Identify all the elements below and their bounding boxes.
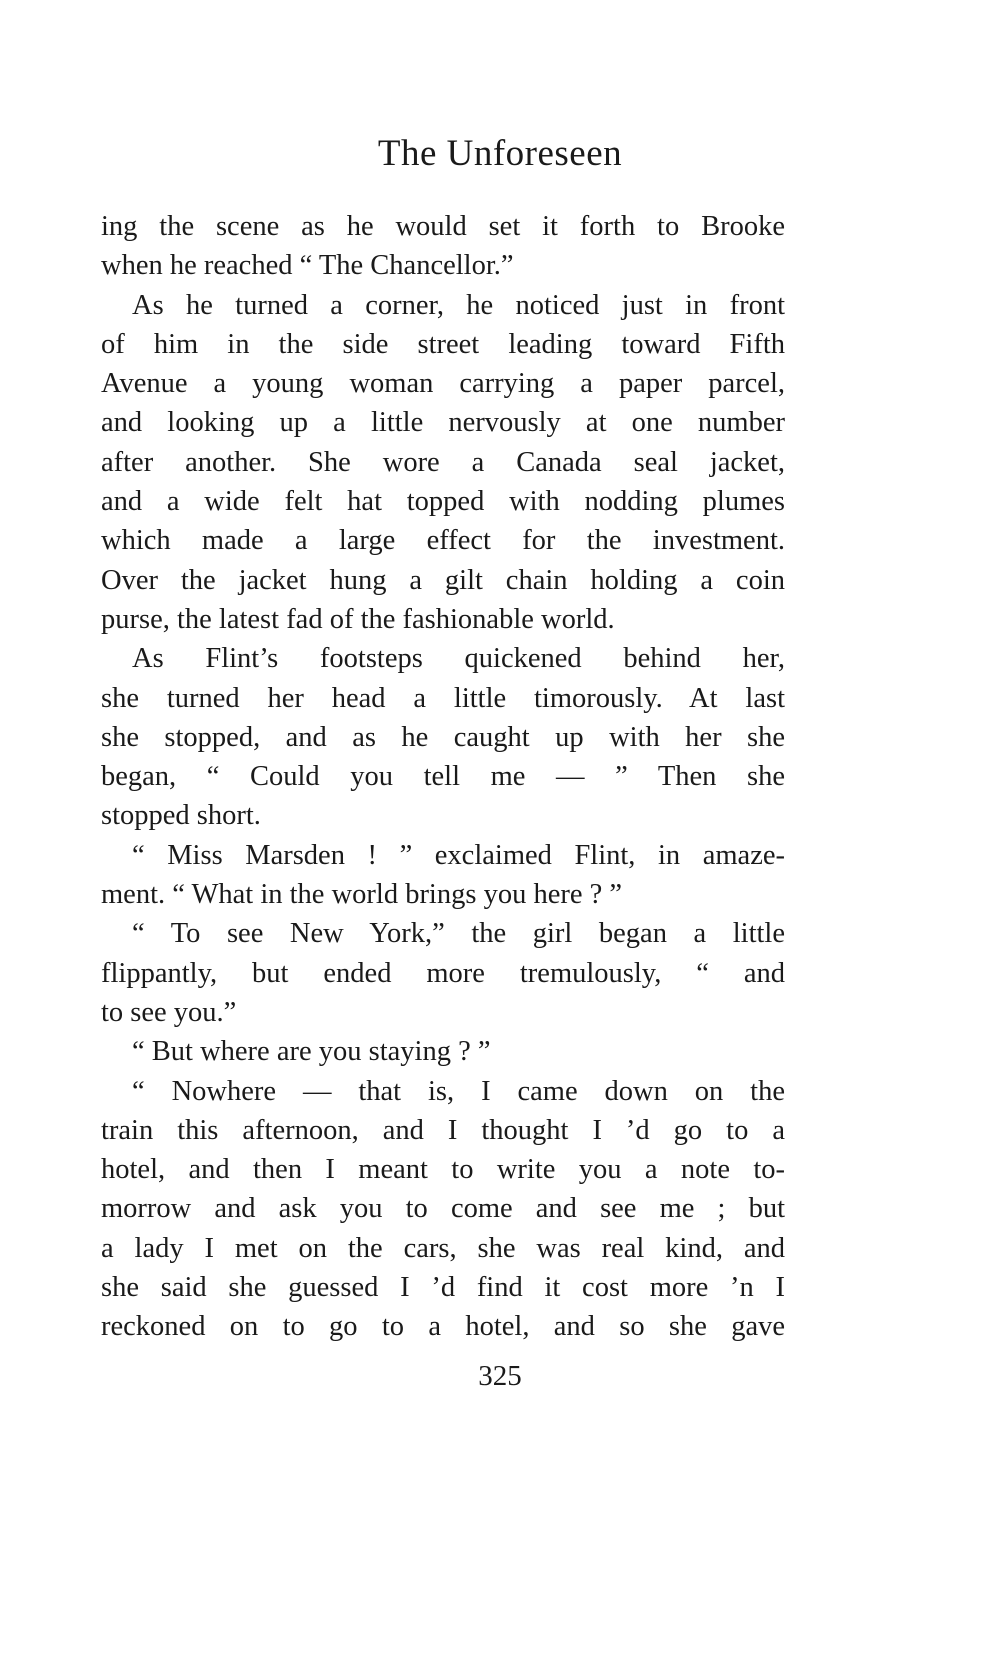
text-line: reckoned on to go to a hotel, and so she gave	[101, 1311, 785, 1343]
text-line: she stopped, and as he caught up with her she	[101, 721, 785, 753]
running-title: The Unforeseen	[377, 133, 623, 174]
text-line: morrow and ask you to come and see me ; but	[101, 1193, 785, 1225]
text-line: Over the jacket hung a gilt chain holding a coin	[101, 564, 785, 596]
text-line: and looking up a little nervously at one number	[101, 407, 785, 439]
text-line: purse, the latest fad of the fashionable world.	[101, 603, 615, 635]
text-line: stopped short.	[101, 800, 261, 832]
text-line: flippantly, but ended more tremulously, “ and	[101, 957, 785, 989]
text-line: she said she guessed I ’d find it cost more ’n I	[101, 1272, 785, 1304]
text-line: to see you.”	[101, 996, 237, 1028]
text-line: of him in the side street leading toward Fifth	[101, 328, 785, 360]
text-line: hotel, and then I meant to write you a note to-	[101, 1154, 785, 1186]
text-line: a lady I met on the cars, she was real kind, and	[101, 1232, 785, 1264]
text-line: which made a large effect for the investment.	[101, 525, 785, 557]
text-line: “ But where are you staying ? ”	[132, 1036, 491, 1068]
text-line: after another. She wore a Canada seal jacket,	[101, 446, 785, 478]
text-line: Avenue a young woman carrying a paper parcel,	[101, 368, 785, 400]
page-number: 325	[478, 1360, 522, 1392]
text-line: ment. “ What in the world brings you here ? ”	[101, 879, 623, 911]
text-line: As Flint’s footsteps quickened behind her,	[132, 643, 785, 675]
text-line: train this afternoon, and I thought I ’d go to a	[101, 1114, 785, 1146]
text-line: and a wide felt hat topped with nodding plumes	[101, 486, 785, 518]
text-line: As he turned a corner, he noticed just in front	[132, 289, 785, 321]
text-line: “ Miss Marsden ! ” exclaimed Flint, in amaze-	[132, 839, 785, 871]
text-line: “ Nowhere — that is, I came down on the	[132, 1075, 785, 1107]
text-line: ing the scene as he would set it forth to Brooke	[101, 211, 785, 242]
text-line: “ To see New York,” the girl began a little	[132, 918, 785, 950]
body-text	[101, 207, 785, 1347]
text-line: when he reached “ The Chancellor.”	[101, 250, 514, 282]
text-line: began, “ Could you tell me — ” Then she	[101, 761, 785, 793]
text-line: she turned her head a little timorously. At last	[101, 682, 785, 714]
